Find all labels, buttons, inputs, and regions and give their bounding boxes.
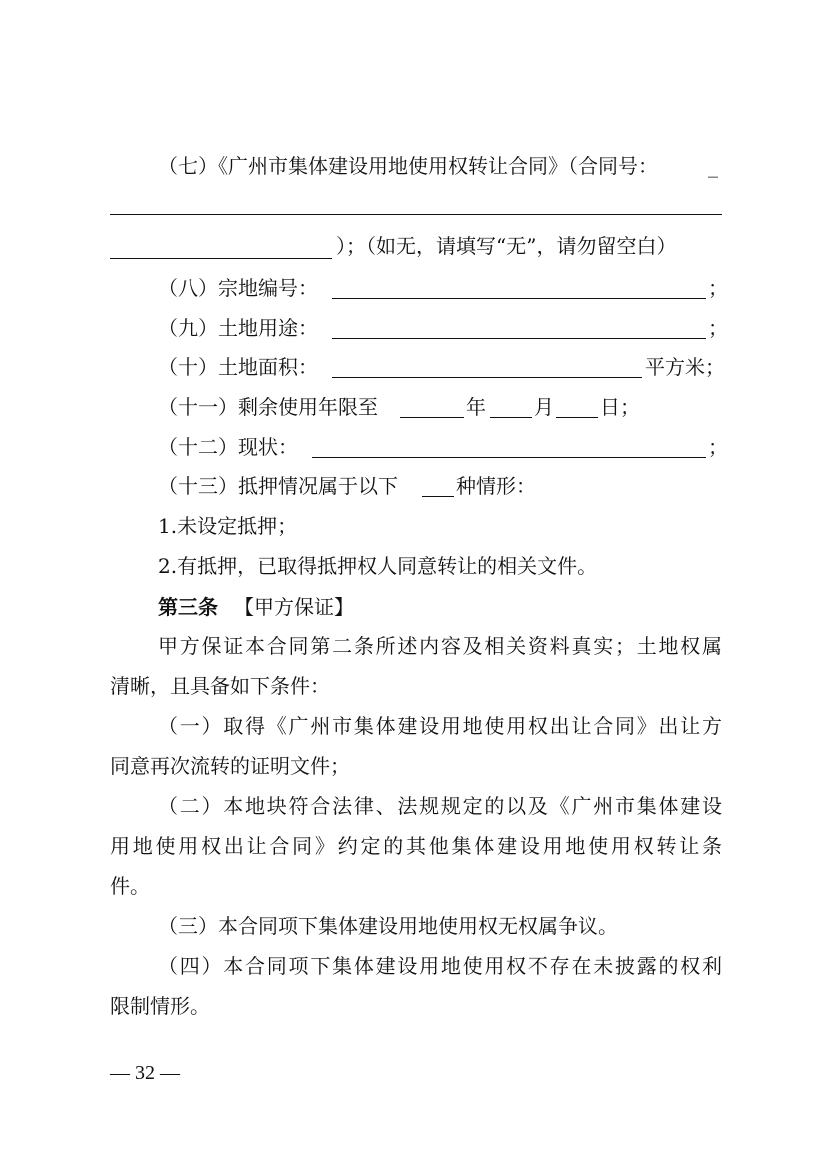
item-9-label: （九）土地用途： [158,316,318,340]
item-7-trailing-blank: _ [708,154,718,178]
item-11-line [0,387,827,427]
item-12-end: ； [708,435,728,459]
parcel-number-blank[interactable] [332,298,706,299]
item-13-label: （十三）抵押情况属于以下 [158,474,398,498]
article-3-heading: 第三条 [158,595,218,619]
item-7-contract-number-blank-1[interactable] [110,214,722,215]
article-3-intro-text-1: 甲方保证本合同第二条所述内容及相关资料真实；土地权属 [158,634,722,658]
condition-2-text-2: 用地使用权出让合同》约定的其他集体建设用地使用权转让条 [110,834,722,858]
item-11-year-text: 年 [466,395,486,419]
mortgage-option-1: 1.未设定抵押； [158,514,298,538]
condition-1-line-1 [158,706,722,746]
item-10-label: （十）土地面积： [158,355,318,379]
item-8-end: ； [708,276,728,300]
condition-1-text-2: 同意再次流转的证明文件； [110,754,350,778]
condition-3-text: （三）本合同项下集体建设用地使用权无权属争议。 [158,914,618,938]
condition-3-line [0,906,827,946]
item-8-line [0,268,827,308]
condition-4-line-1 [158,946,722,986]
condition-4-text-1: （四）本合同项下集体建设用地使用权不存在未披露的权利 [158,954,722,978]
item-7-note: ）；（如无，请填写“无”，请勿留空白） [336,234,677,258]
condition-1-line-2 [0,746,827,786]
item-13-line [0,466,827,506]
current-status-blank[interactable] [312,457,706,458]
item-9-line [0,308,827,348]
page-number: — 32 — [110,1062,180,1084]
item-7-note-line [0,226,827,266]
mortgage-option-2-line [0,546,827,586]
item-7-label: （七）《广州市集体建设用地使用权转让合同》（合同号： [158,154,658,178]
mortgage-option-1-line [0,506,827,546]
article-3-intro-text-2: 清晰，且具备如下条件： [110,674,330,698]
article-3-heading-line [0,587,827,627]
article-3-intro-line-1 [158,626,722,666]
condition-2-text-1: （二）本地块符合法律、法规规定的以及《广州市集体建设 [158,794,722,818]
mortgage-option-blank[interactable] [422,496,454,497]
condition-2-line-2 [110,826,722,866]
item-7-line [0,146,827,186]
expiry-month-blank[interactable] [490,417,532,418]
condition-2-line-1 [158,786,722,826]
item-12-label: （十二）现状： [158,435,298,459]
mortgage-option-2: 2.有抵押，已取得抵押权人同意转让的相关文件。 [158,554,598,578]
condition-4-line-2 [0,986,827,1026]
condition-2-text-3: 件。 [110,874,150,898]
expiry-year-blank[interactable] [400,417,464,418]
item-11-label: （十一）剩余使用年限至 [158,395,378,419]
land-use-blank[interactable] [332,338,706,339]
article-3-subheading: 【甲方保证】 [234,595,354,619]
expiry-day-blank[interactable] [556,417,598,418]
condition-1-text-1: （一）取得《广州市集体建设用地使用权出让合同》出让方 [158,714,722,738]
item-9-end: ； [708,316,728,340]
item-11-day-text: 日； [600,395,640,419]
item-8-label: （八）宗地编号： [158,276,318,300]
land-area-blank[interactable] [332,377,642,378]
item-10-unit: 平方米； [645,355,725,379]
item-12-line [0,427,827,467]
item-11-month-text: 月 [534,395,554,419]
condition-4-text-2: 限制情形。 [110,994,210,1018]
condition-2-line-3 [0,866,827,906]
item-10-line [0,347,827,387]
article-3-intro-line-2 [0,666,827,706]
item-13-suffix: 种情形： [456,474,536,498]
